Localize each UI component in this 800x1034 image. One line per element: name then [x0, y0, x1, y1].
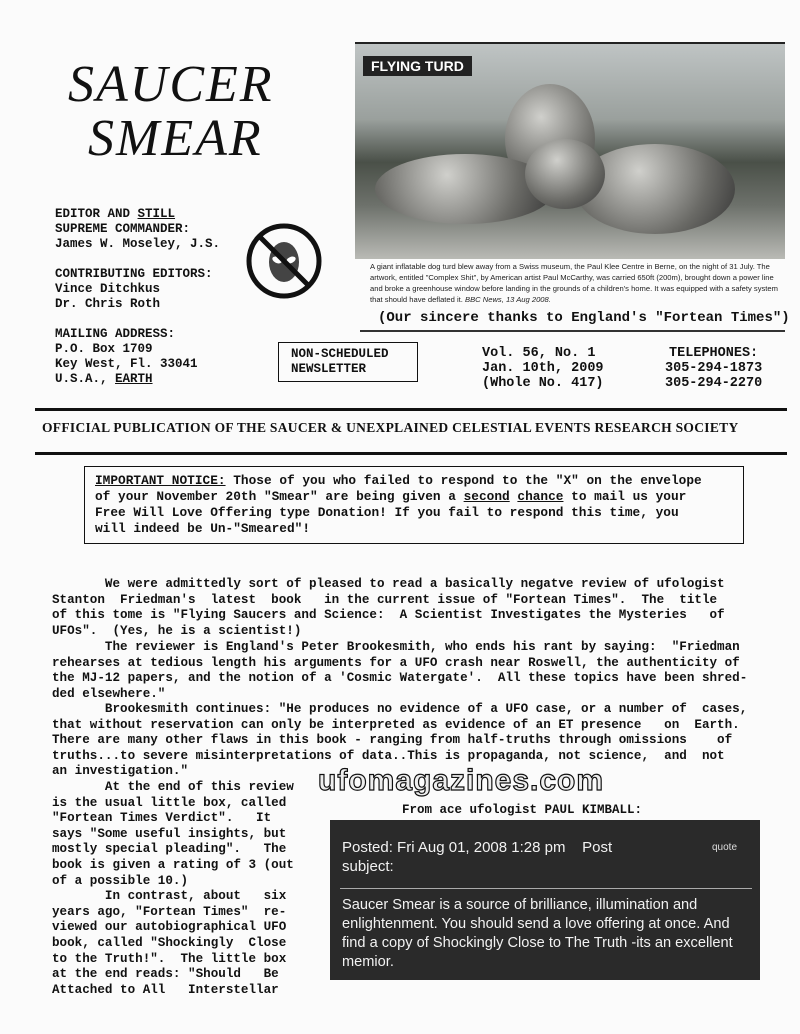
- notice-text: Those of you who failed to respond to the "X" on the envelope: [225, 473, 702, 488]
- forum-quote: [330, 820, 760, 980]
- article-p1: We were admittedly sort of pleased to read a basically negatve review of ufologist Stanton Friedman's latest book in the current issue of "Fortean Times". The title of this tome is "Flying Saucers and Science: A Scientist Investigates the Mysteries of UFOs". (Yes, he is a scientist!): [52, 577, 725, 638]
- notice-emph: chance: [517, 489, 564, 504]
- photo-caption: [370, 261, 782, 305]
- notice-text: will indeed be Un-"Smeared"!: [95, 521, 311, 536]
- non-scheduled-box: [278, 342, 418, 382]
- caption-source: BBC News, 13 Aug 2008.: [465, 295, 551, 304]
- editor-label: EDITOR AND: [55, 207, 138, 221]
- telephones: [665, 346, 762, 391]
- commander-label: SUPREME COMMANDER:: [55, 222, 191, 236]
- editor-name: James W. Moseley, J.S.: [55, 237, 221, 251]
- earth-label: EARTH: [115, 372, 153, 386]
- telephone: 305-294-2270: [665, 376, 763, 391]
- thanks-line: (Our sincere thanks to England's "Fortean Times"): [378, 310, 790, 326]
- article-column: At the end of this review is the usual little box, called "Fortean Times Verdict". It says "Some useful insights, but mostly special pleading". The book is given a rating of 3 (out of a possible 10.) In contrast, about six years ago, "Fortean Times" re- viewed our autobiographical UFO book, called "Shockingly Close to the Truth!". The little box at the end reads: "Should Be Attached to All Interstellar: [52, 780, 294, 997]
- editor-block: [55, 207, 220, 387]
- flying-turd-photo: [355, 42, 785, 259]
- article-p2: The reviewer is England's Peter Brookesmith, who ends his rant by saying: "Friedman rehearses at tedious length his arguments for a UFO crash near Roswell, the authenticity of the MJ-12 papers, and the notion of a 'Cosmic Watergate'. All these topics have been shred- ded elsewhere.": [52, 640, 748, 701]
- notice-text: Free Will Love Offering type Donation! If you fail to respond this time, you: [95, 505, 679, 520]
- mail-line: Key West, Fl. 33041: [55, 357, 198, 371]
- divider: [340, 888, 752, 889]
- no-alien-icon: [245, 222, 323, 300]
- contrib-label: CONTRIBUTING EDITORS:: [55, 267, 213, 281]
- important-notice: [84, 466, 744, 544]
- mail-line: U.S.A.,: [55, 372, 116, 386]
- issue-volume: Vol. 56, No. 1: [482, 346, 596, 361]
- contrib-editor: Vince Ditchkus: [55, 282, 161, 296]
- masthead-smear: SMEAR: [88, 110, 263, 167]
- rule: [35, 452, 787, 455]
- issue-whole-number: (Whole No. 417): [482, 376, 604, 391]
- issue-info: [482, 346, 604, 391]
- mail-label: MAILING ADDRESS:: [55, 327, 176, 341]
- article-p3: Brookesmith continues: "He produces no evidence of a UFO case, or a number of cases, that without reservation can only be interpreted as evidence of an ET presence on Earth. There are many other flaws in this book - ranging from half-truths through omissions of truths...to severe misinterpretations of data..This is propaganda, not science, and not an investigation.": [52, 702, 748, 779]
- box-line: NEWSLETTER: [291, 362, 367, 376]
- notice-label: IMPORTANT NOTICE:: [95, 473, 226, 488]
- mail-line: P.O. Box 1709: [55, 342, 153, 356]
- issue-date: Jan. 10th, 2009: [482, 361, 604, 376]
- masthead-saucer: SAUCER: [68, 56, 274, 113]
- photo-tag: FLYING TURD: [363, 56, 472, 76]
- quote-text: Saucer Smear is a source of brilliance, illumination and enlightenment. You should send a love offering at once. And find a copy of Shockingly Close to The Truth -its an excellent memior.: [342, 897, 733, 970]
- box-line: NON-SCHEDULED: [291, 347, 389, 361]
- notice-text: of your November 20th "Smear" are being given a: [95, 489, 464, 504]
- telephone: 305-294-1873: [665, 361, 763, 376]
- society-banner: OFFICIAL PUBLICATION OF THE SAUCER & UNEXPLAINED CELESTIAL EVENTS RESEARCH SOCIETY: [42, 420, 739, 435]
- post-meta: Posted: Fri Aug 01, 2008 1:28 pm Post subject:: [342, 839, 613, 875]
- contrib-editor: Dr. Chris Roth: [55, 297, 161, 311]
- divider: [360, 330, 785, 332]
- rule: [35, 408, 787, 411]
- still-label: STILL: [137, 207, 176, 221]
- caption-text: A giant inflatable dog turd blew away from a Swiss museum, the Paul Klee Centre in Berne, on the night of 31 July. The artwork, entitled "Complex Shit", by American artist Paul McCarthy, was carried 650ft (200m), brought down a power line and broke a greenhouse window before landing in the grounds of a children's home. It was equipped with a safety system that should have deflated it.: [370, 262, 778, 304]
- notice-emph: second: [463, 489, 510, 504]
- notice-text: to mail us your: [563, 489, 687, 504]
- watermark: ufomagazines.com: [318, 764, 605, 797]
- quote-button[interactable]: quote: [712, 842, 738, 853]
- telephones-label: TELEPHONES:: [669, 346, 759, 361]
- quote-header: From ace ufologist PAUL KIMBALL:: [402, 803, 643, 817]
